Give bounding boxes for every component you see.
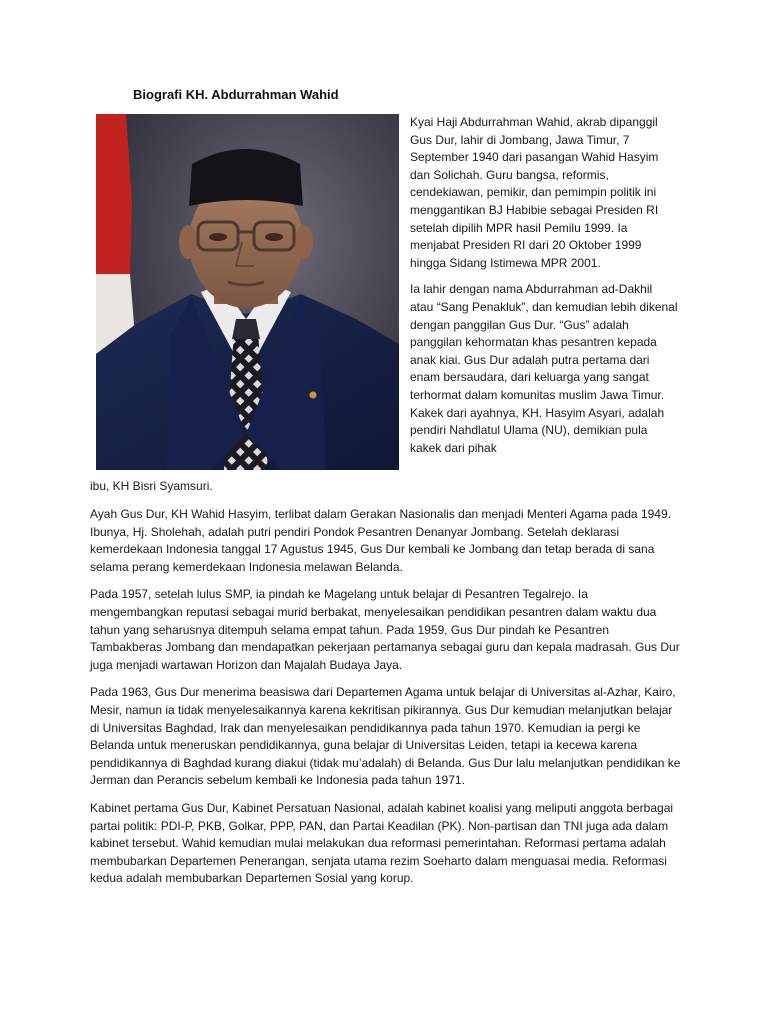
- portrait-photo: [96, 114, 399, 470]
- body-paragraph-1: Ayah Gus Dur, KH Wahid Hasyim, terlibat dalam Gerakan Nasionalis dan menjadi Menteri Agama pada 1949. Ibunya, Hj. Sholehah, adalah putri pendiri Pondok Pesantren Denanyar Jombang. Setelah deklarasi kemerdekaan Indonesia tanggal 17 Agustus 1945, Gus Dur kembali ke Jombang dan tetap berada di sana selama perang kemerdekaan Indonesia melawan Belanda.: [90, 507, 671, 574]
- intro-paragraph-2: Ia lahir dengan nama Abdurrahman ad-Dakhil atau “Sang Penakluk”, dan kemudian lebih dikenal dengan panggilan Gus Dur. “Gus” adalah panggilan kehormatan khas pesantren kepada anak kiai. Gus Dur adalah putra pertama dari enam bersaudara, dari keluarga yang sangat terhormat dalam komunitas muslim Jawa Timur. Kakek dari ayahnya, KH. Hasyim Asyari, adalah pendiri Nahdlatul Ulama (NU), demikian pula kakek dari pihak: [410, 282, 678, 455]
- body-text: [90, 506, 682, 898]
- body-paragraph-4: Kabinet pertama Gus Dur, Kabinet Persatuan Nasional, adalah kabinet koalisi yang meliputi anggota berbagai partai politik: PDI-P, PKB, Golkar, PPP, PAN, dan Partai Keadilan (PK). Non-partisan dan TNI juga ada dalam kabinet tersebut. Wahid kemudian mulai melakukan dua reformasi pemerintahan. Reformasi pertama adalah membubarkan Departemen Penerangan, senjata utama rezim Soeharto dalam menguasai media. Reformasi kedua adalah membubarkan Departemen Sosial yang korup.: [90, 800, 674, 886]
- intro-paragraph-1: Kyai Haji Abdurrahman Wahid, akrab dipanggil Gus Dur, lahir di Jombang, Jawa Timur, 7 September 1940 dari pasangan Wahid Hasyim dan Solichah. Guru bangsa, reformis, cendekiawan, pemikir, dan pemimpin politik ini menggantikan BJ Habibie sebagai Presiden RI setelah dipilih MPR hasil Pemilu 1999. Ia menjabat Presiden RI dari 20 Oktober 1999 hingga Sidang Istimewa MPR 2001.: [410, 115, 659, 270]
- intro-wrap-line: ibu, KH Bisri Syamsuri.: [90, 479, 213, 493]
- body-paragraph-3: Pada 1963, Gus Dur menerima beasiswa dari Departemen Agama untuk belajar di Universitas al-Azhar, Kairo, Mesir, namun ia tidak menyelesaikannya karena kekritisan pikirannya. Gus Dur kemudian melanjutkan belajar di Universitas Baghdad, Irak dan menyelesaikan pendidikannya pada tahun 1970. Kemudian ia pergi ke Belanda untuk meneruskan pendidikannya, guna belajar di Universitas Leiden, tetapi ia kecewa karena pendidikannya di Baghdad kurang diakui (tidak mu’adalah) di Belanda. Gus Dur lalu melanjutkan pendidikan ke Jerman dan Perancis sebelum kembali ke Indonesia pada tahun 1971.: [90, 685, 681, 788]
- body-paragraph-2: Pada 1957, setelah lulus SMP, ia pindah ke Magelang untuk belajar di Pesantren Tegalrejo. Ia mengembangkan reputasi sebagai murid berbakat, menyelesaikan pendidikan pesantren dalam waktu dua tahun yang seharusnya ditempuh selama empat tahun. Pada 1959, Gus Dur pindah ke Pesantren Tambakberas Jombang dan mendapatkan pekerjaan pertamanya sebagai guru dan kepala madrasah. Gus Dur juga menjadi wartawan Horizon dan Majalah Budaya Jaya.: [90, 587, 680, 672]
- intro-column: [410, 114, 678, 466]
- document-title: Biografi KH. Abdurrahman Wahid: [133, 87, 339, 102]
